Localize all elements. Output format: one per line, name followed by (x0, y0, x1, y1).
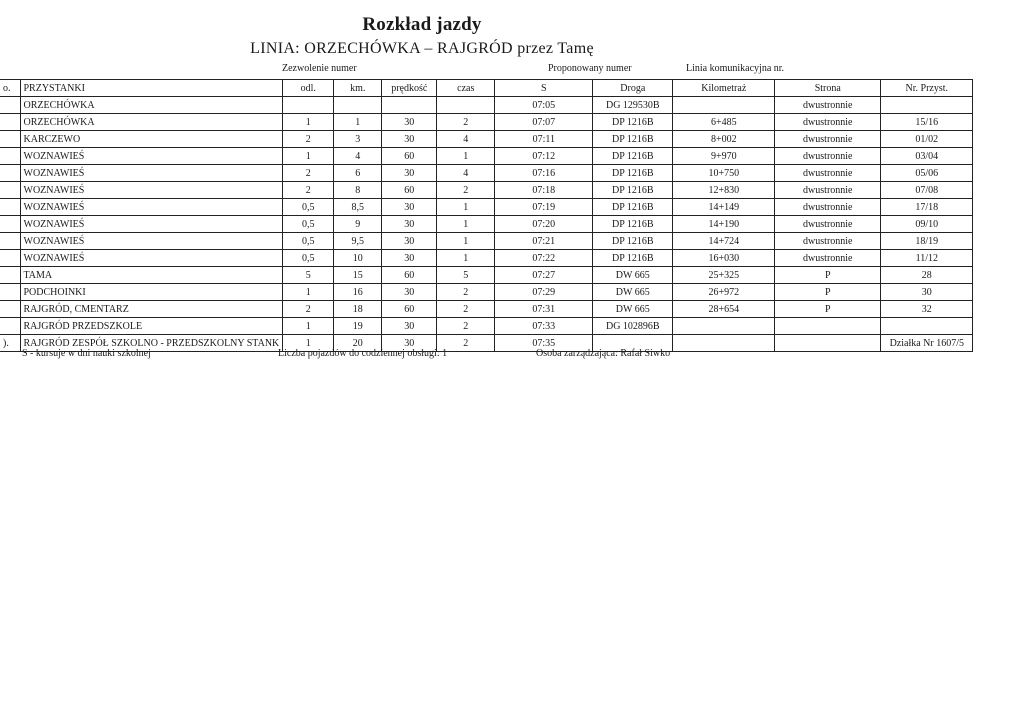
cell-km-mark: 25+325 (673, 267, 775, 284)
cell-speed (382, 97, 437, 114)
cell-odl: 1 (283, 284, 334, 301)
cell-lp (0, 97, 20, 114)
cell-km-mark: 16+030 (673, 250, 775, 267)
cell-time: 5 (437, 267, 495, 284)
cell-lp (0, 284, 20, 301)
cell-stop: ORZECHÓWKA (20, 114, 283, 131)
cell-road: DG 102896B (593, 318, 673, 335)
cell-time: 2 (437, 335, 495, 352)
cell-speed: 30 (382, 250, 437, 267)
cell-time: 1 (437, 216, 495, 233)
table-row (0, 267, 973, 284)
table-row (0, 182, 973, 199)
cell-stop: WOZNAWIEŚ (20, 233, 283, 250)
cell-km-mark: 12+830 (673, 182, 775, 199)
cell-odl: 2 (283, 182, 334, 199)
cell-time (437, 97, 495, 114)
header-row (0, 80, 973, 97)
cell-side: dwustronnie (775, 182, 881, 199)
cell-km-mark: 6+485 (673, 114, 775, 131)
cell-speed: 60 (382, 148, 437, 165)
col-s: S (495, 80, 593, 97)
cell-lp (0, 301, 20, 318)
permit-number-label: Zezwolenie numer (282, 63, 357, 74)
cell-lp (0, 250, 20, 267)
cell-s: 07:33 (495, 318, 593, 335)
cell-odl: 2 (283, 165, 334, 182)
table-row (0, 301, 973, 318)
cell-speed: 30 (382, 131, 437, 148)
cell-side: P (775, 284, 881, 301)
cell-speed: 60 (382, 182, 437, 199)
cell-stop: WOZNAWIEŚ (20, 250, 283, 267)
cell-time: 1 (437, 250, 495, 267)
col-lp: o. (0, 80, 20, 97)
line-subtitle: LINIA: ORZECHÓWKA – RAJGRÓD przez Tamę (250, 40, 594, 57)
cell-lp (0, 182, 20, 199)
cell-odl: 1 (283, 335, 334, 352)
table-row (0, 284, 973, 301)
col-stop-nr: Nr. Przyst. (881, 80, 973, 97)
cell-stop-nr: 03/04 (881, 148, 973, 165)
manager-note: Osoba zarządzająca: Rafał Siwko (536, 348, 671, 359)
cell-speed: 30 (382, 284, 437, 301)
vehicle-count-note: Liczba pojazdów do codziennej obsługi: 1 (278, 348, 448, 359)
cell-km: 3 (334, 131, 382, 148)
cell-odl: 2 (283, 301, 334, 318)
cell-speed: 30 (382, 216, 437, 233)
cell-side: dwustronnie (775, 165, 881, 182)
cell-odl: 1 (283, 114, 334, 131)
cell-side: P (775, 267, 881, 284)
cell-stop-nr: 05/06 (881, 165, 973, 182)
cell-side: dwustronnie (775, 97, 881, 114)
cell-odl: 0,5 (283, 250, 334, 267)
cell-s: 07:19 (495, 199, 593, 216)
cell-side: dwustronnie (775, 114, 881, 131)
cell-stop: RAJGRÓD, CMENTARZ (20, 301, 283, 318)
cell-km-mark (673, 318, 775, 335)
cell-road: DP 1216B (593, 182, 673, 199)
cell-stop: WOZNAWIEŚ (20, 199, 283, 216)
cell-odl: 0,5 (283, 199, 334, 216)
cell-s: 07:07 (495, 114, 593, 131)
cell-s: 07:29 (495, 284, 593, 301)
col-km-mark: Kilometraż (673, 80, 775, 97)
cell-stop-nr: 30 (881, 284, 973, 301)
cell-stop-nr: 15/16 (881, 114, 973, 131)
cell-stop-nr (881, 318, 973, 335)
cell-stop: WOZNAWIEŚ (20, 165, 283, 182)
cell-stop-nr: Działka Nr 1607/5 (881, 335, 973, 352)
cell-time: 1 (437, 148, 495, 165)
cell-speed: 30 (382, 114, 437, 131)
cell-stop: WOZNAWIEŚ (20, 216, 283, 233)
cell-side: dwustronnie (775, 199, 881, 216)
cell-odl: 5 (283, 267, 334, 284)
cell-km-mark: 14+724 (673, 233, 775, 250)
table-row (0, 148, 973, 165)
col-time: czas (437, 80, 495, 97)
cell-road: DP 1216B (593, 250, 673, 267)
cell-km-mark: 28+654 (673, 301, 775, 318)
proposed-number-label: Proponowany numer (548, 63, 632, 74)
cell-km-mark: 14+190 (673, 216, 775, 233)
cell-stop-nr: 07/08 (881, 182, 973, 199)
col-stop: PRZYSTANKI (20, 80, 283, 97)
line-number-label: Linia komunikacyjna nr. (686, 63, 785, 74)
cell-road: DP 1216B (593, 165, 673, 182)
cell-km: 18 (334, 301, 382, 318)
cell-road: DP 1216B (593, 199, 673, 216)
cell-side (775, 318, 881, 335)
cell-stop: ORZECHÓWKA (20, 97, 283, 114)
cell-s: 07:31 (495, 301, 593, 318)
cell-stop-nr: 01/02 (881, 131, 973, 148)
cell-km-mark: 9+970 (673, 148, 775, 165)
cell-km-mark (673, 97, 775, 114)
cell-lp (0, 216, 20, 233)
cell-s: 07:27 (495, 267, 593, 284)
cell-km: 20 (334, 335, 382, 352)
cell-km: 9 (334, 216, 382, 233)
cell-km: 9,5 (334, 233, 382, 250)
cell-odl: 2 (283, 131, 334, 148)
cell-s: 07:16 (495, 165, 593, 182)
cell-time: 2 (437, 182, 495, 199)
cell-time: 2 (437, 301, 495, 318)
cell-side: P (775, 301, 881, 318)
cell-speed: 60 (382, 301, 437, 318)
cell-s: 07:12 (495, 148, 593, 165)
cell-side: dwustronnie (775, 233, 881, 250)
cell-stop-nr (881, 97, 973, 114)
table-row (0, 199, 973, 216)
cell-km-mark (673, 335, 775, 352)
cell-s: 07:18 (495, 182, 593, 199)
col-odl: odl. (283, 80, 334, 97)
table-row (0, 165, 973, 182)
cell-stop-nr: 18/19 (881, 233, 973, 250)
cell-km: 19 (334, 318, 382, 335)
cell-odl: 1 (283, 148, 334, 165)
cell-speed: 60 (382, 267, 437, 284)
cell-odl: 1 (283, 318, 334, 335)
timetable-title: Rozkład jazdy (362, 14, 482, 35)
cell-road: DP 1216B (593, 148, 673, 165)
school-days-note: S - kursuje w dni nauki szkolnej (22, 348, 151, 359)
cell-stop-nr: 11/12 (881, 250, 973, 267)
cell-km-mark: 10+750 (673, 165, 775, 182)
cell-s: 07:21 (495, 233, 593, 250)
cell-km: 8,5 (334, 199, 382, 216)
cell-km: 10 (334, 250, 382, 267)
col-km: km. (334, 80, 382, 97)
cell-time: 4 (437, 131, 495, 148)
cell-lp (0, 165, 20, 182)
cell-road: DW 665 (593, 284, 673, 301)
cell-lp (0, 318, 20, 335)
cell-km-mark: 26+972 (673, 284, 775, 301)
cell-km: 4 (334, 148, 382, 165)
cell-km: 6 (334, 165, 382, 182)
cell-s: 07:35 (495, 335, 593, 352)
cell-stop-nr: 28 (881, 267, 973, 284)
cell-road: DW 665 (593, 301, 673, 318)
cell-stop-nr: 17/18 (881, 199, 973, 216)
cell-odl: 0,5 (283, 216, 334, 233)
timetable (0, 79, 973, 352)
table-row (0, 131, 973, 148)
cell-stop: KARCZEWO (20, 131, 283, 148)
cell-odl (283, 97, 334, 114)
cell-time: 4 (437, 165, 495, 182)
cell-side: dwustronnie (775, 131, 881, 148)
cell-side: dwustronnie (775, 216, 881, 233)
cell-stop: PODCHOINKI (20, 284, 283, 301)
cell-side: dwustronnie (775, 148, 881, 165)
col-speed: prędkość (382, 80, 437, 97)
cell-stop-nr: 32 (881, 301, 973, 318)
cell-road: DG 129530B (593, 97, 673, 114)
cell-stop: WOZNAWIEŚ (20, 148, 283, 165)
cell-s: 07:22 (495, 250, 593, 267)
cell-road: DW 665 (593, 267, 673, 284)
cell-km (334, 97, 382, 114)
cell-time: 2 (437, 318, 495, 335)
cell-stop: RAJGRÓD PRZEDSZKOLE (20, 318, 283, 335)
cell-lp (0, 199, 20, 216)
cell-road: DP 1216B (593, 233, 673, 250)
table-row (0, 250, 973, 267)
cell-lp (0, 131, 20, 148)
cell-km-mark: 14+149 (673, 199, 775, 216)
cell-time: 1 (437, 199, 495, 216)
cell-speed: 30 (382, 318, 437, 335)
cell-speed: 30 (382, 165, 437, 182)
cell-lp (0, 267, 20, 284)
table-row (0, 216, 973, 233)
cell-time: 2 (437, 114, 495, 131)
cell-lp: ). (0, 335, 20, 352)
table-row (0, 97, 973, 114)
cell-speed: 30 (382, 199, 437, 216)
col-road: Droga (593, 80, 673, 97)
cell-road: DP 1216B (593, 114, 673, 131)
table-row (0, 233, 973, 250)
cell-road: DP 1216B (593, 131, 673, 148)
table-row (0, 318, 973, 335)
cell-km-mark: 8+002 (673, 131, 775, 148)
cell-speed: 30 (382, 233, 437, 250)
cell-time: 2 (437, 284, 495, 301)
cell-stop: RAJGRÓD ZESPÓŁ SZKOLNO - PRZEDSZKOLNY STANK (20, 335, 283, 352)
cell-stop: WOZNAWIEŚ (20, 182, 283, 199)
cell-stop: TAMA (20, 267, 283, 284)
cell-side (775, 335, 881, 352)
cell-odl: 0,5 (283, 233, 334, 250)
cell-speed: 30 (382, 335, 437, 352)
col-side: Strona (775, 80, 881, 97)
cell-km: 16 (334, 284, 382, 301)
cell-lp (0, 114, 20, 131)
cell-side: dwustronnie (775, 250, 881, 267)
cell-km: 8 (334, 182, 382, 199)
cell-road: DP 1216B (593, 216, 673, 233)
cell-km: 15 (334, 267, 382, 284)
cell-lp (0, 233, 20, 250)
cell-s: 07:11 (495, 131, 593, 148)
cell-s: 07:20 (495, 216, 593, 233)
cell-lp (0, 148, 20, 165)
cell-time: 1 (437, 233, 495, 250)
table-row (0, 114, 973, 131)
cell-km: 1 (334, 114, 382, 131)
cell-s: 07:05 (495, 97, 593, 114)
cell-stop-nr: 09/10 (881, 216, 973, 233)
